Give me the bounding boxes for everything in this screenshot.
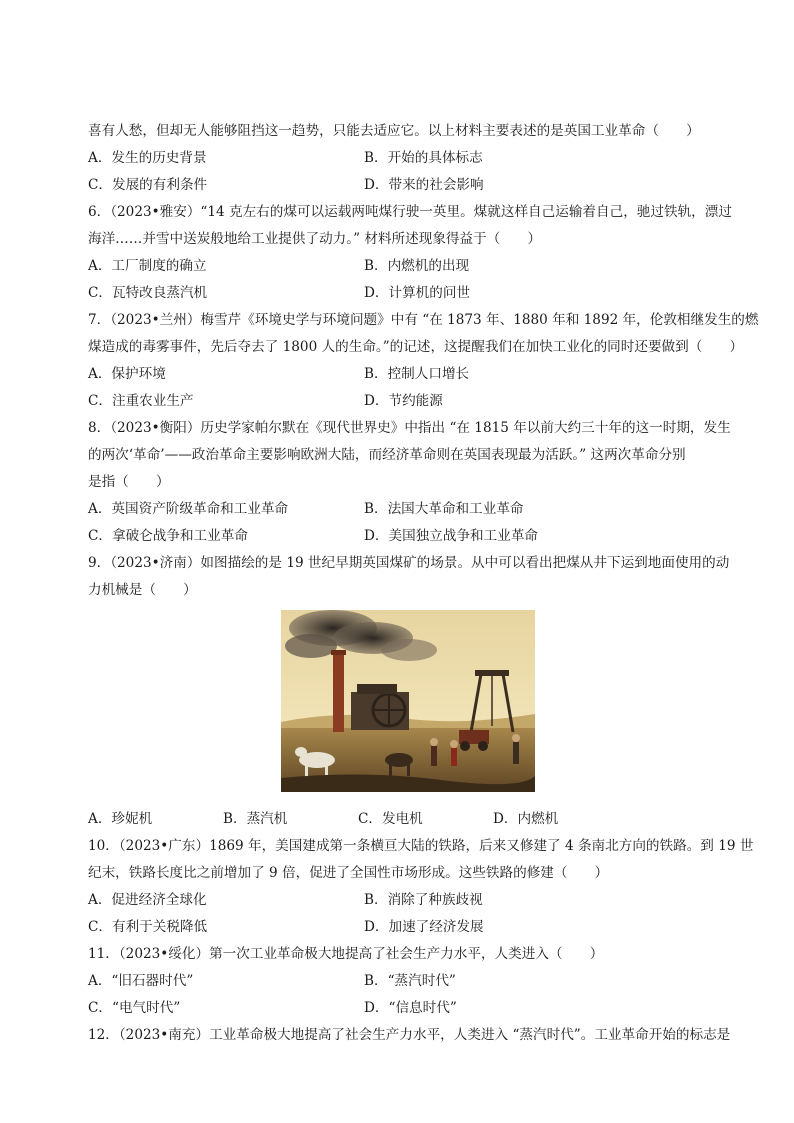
question-6 [88, 199, 732, 307]
question-stem-line: 海洋……并雪中送炭般地给工业提供了动力。” 材料所述现象得益于（ ） [88, 231, 542, 247]
option-c[interactable]: C．发电机 [358, 811, 423, 827]
question-7 [88, 307, 759, 415]
options-row [88, 280, 728, 307]
options-row [88, 172, 728, 199]
question-5-continuation [88, 118, 728, 199]
option-a[interactable]: A．“旧石器时代” [88, 973, 194, 989]
option-d[interactable]: D．美国独立战争和工业革命 [364, 528, 539, 544]
question-stem-line: 12．（2023•南充）工业革命极大地提高了社会生产力水平，人类进入 “蒸汽时代”。工业革命开始的标志是 [88, 1027, 731, 1043]
options-row [88, 523, 728, 550]
options-row [88, 887, 728, 914]
option-c[interactable]: C．发展的有利条件 [88, 177, 208, 193]
option-d[interactable]: D．计算机的问世 [364, 285, 471, 301]
options-row [88, 388, 728, 415]
question-12 [88, 1022, 731, 1049]
question-stem-line: 6．（2023•雅安）“14 克左右的煤可以运载两吨煤行驶一英里。煤就这样自己运输着自己，驰过铁轨，漂过 [88, 204, 732, 220]
option-b[interactable]: B．消除了种族歧视 [364, 892, 483, 908]
option-c[interactable]: C．瓦特改良蒸汽机 [88, 285, 208, 301]
option-b[interactable]: B．内燃机的出现 [364, 258, 470, 274]
option-c[interactable]: C．“电气时代” [88, 1000, 181, 1016]
options-row [88, 968, 728, 995]
question-10 [88, 833, 754, 941]
options-row [88, 145, 728, 172]
option-d[interactable]: D．带来的社会影响 [364, 177, 484, 193]
option-c[interactable]: C．拿破仑战争和工业革命 [88, 528, 248, 544]
options-row [88, 914, 728, 941]
option-c[interactable]: C．有利于关税降低 [88, 919, 208, 935]
question-8 [88, 415, 731, 550]
question-stem-line: 喜有人愁，但却无人能够阻挡这一趋势，只能去适应它。以上材料主要表述的是英国工业革命（ ） [88, 123, 700, 139]
options-row [88, 806, 728, 833]
option-a[interactable]: A．英国资产阶级革命和工业革命 [88, 501, 289, 517]
question-9 [88, 550, 728, 833]
options-row [88, 253, 728, 280]
question-11 [88, 941, 728, 1022]
question-stem-line: 纪末，铁路长度比之前增加了 9 倍，促进了全国性市场形成。这些铁路的修建（ ） [88, 865, 609, 881]
coal-mine-painting-image [281, 610, 535, 792]
option-b[interactable]: B．法国大革命和工业革命 [364, 501, 524, 517]
options-row [88, 496, 728, 523]
option-a[interactable]: A．促进经济全球化 [88, 892, 207, 908]
option-d[interactable]: D．加速了经济发展 [364, 919, 484, 935]
option-a[interactable]: A．发生的历史背景 [88, 150, 207, 166]
question-stem-line: 的两次‘革命’——政治革命主要影响欧洲大陆，而经济革命则在英国表现最为活跃。” 这两次革命分别 [88, 447, 686, 463]
figure-container [88, 604, 728, 806]
option-b[interactable]: B．开始的具体标志 [364, 150, 483, 166]
option-d[interactable]: D．“信息时代” [364, 1000, 457, 1016]
options-row [88, 995, 728, 1022]
question-stem-line: 8．（2023•衡阳）历史学家帕尔默在《现代世界史》中指出 “在 1815 年以前大约三十年的这一时期，发生 [88, 420, 731, 436]
option-c[interactable]: C．注重农业生产 [88, 393, 194, 409]
option-a[interactable]: A．保护环境 [88, 366, 166, 382]
question-stem-line: 11．（2023•绥化）第一次工业革命极大地提高了社会生产力水平，人类进入（ ） [88, 946, 604, 962]
option-a[interactable]: A．工厂制度的确立 [88, 258, 207, 274]
question-stem-line: 7．（2023•兰州）梅雪芹《环境史学与环境问题》中有 “在 1873 年、1880 年和 1892 年，伦敦相继发生的燃 [88, 312, 759, 328]
question-stem-line: 9．（2023•济南）如图描绘的是 19 世纪早期英国煤矿的场景。从中可以看出把煤从井下运到地面使用的动 [88, 555, 730, 571]
question-stem-line: 10．（2023•广东）1869 年，美国建成第一条横亘大陆的铁路，后来又修建了 4 条南北方向的铁路。到 19 世 [88, 838, 754, 854]
question-stem-line: 力机械是（ ） [88, 582, 197, 598]
option-d[interactable]: D．节约能源 [364, 393, 443, 409]
option-b[interactable]: B．“蒸汽时代” [364, 973, 456, 989]
option-b[interactable]: B．蒸汽机 [223, 811, 288, 827]
options-row [88, 361, 728, 388]
question-stem-line: 是指（ ） [88, 474, 170, 490]
question-stem-line: 煤造成的毒雾事件，先后夺去了 1800 人的生命。”的记述，这提醒我们在加快工业化的同时还要做到（ ） [88, 339, 744, 355]
exam-page [88, 118, 759, 1049]
option-b[interactable]: B．控制人口增长 [364, 366, 470, 382]
option-d[interactable]: D．内燃机 [493, 811, 559, 827]
option-a[interactable]: A．珍妮机 [88, 811, 153, 827]
